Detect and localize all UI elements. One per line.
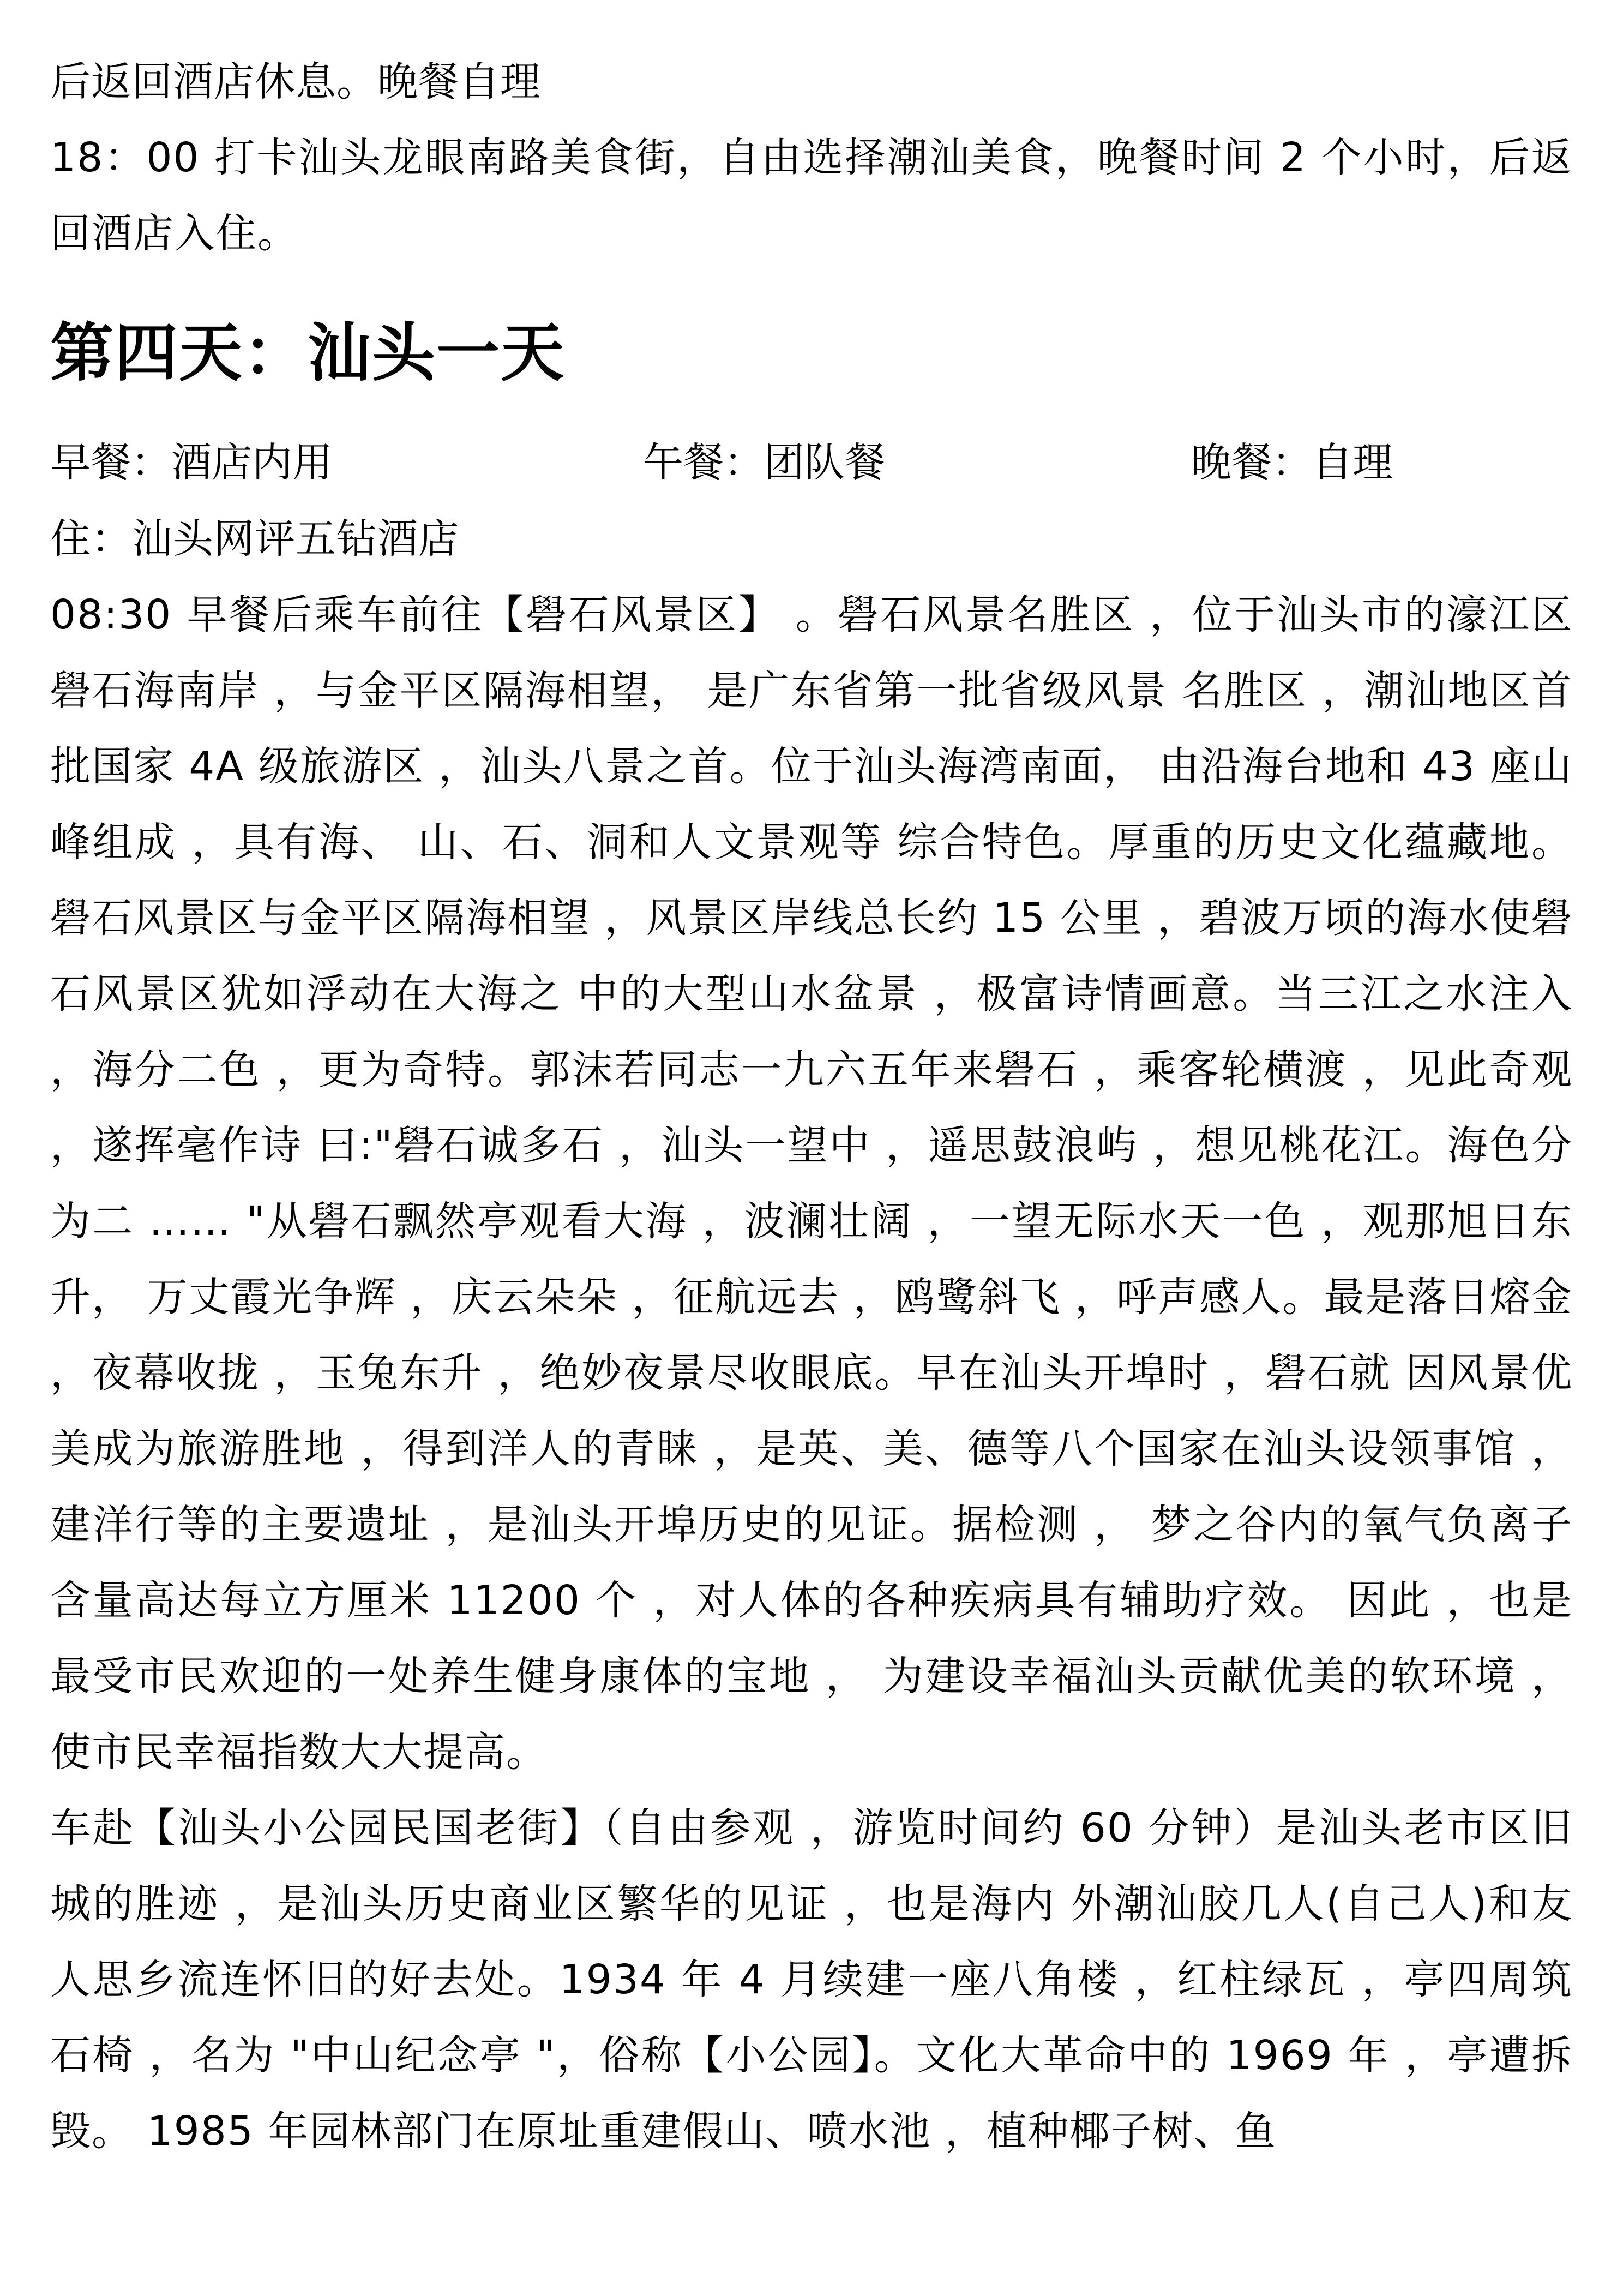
dinner-info: 晚餐：自理 <box>1191 439 1393 486</box>
stay-info: 住：汕头网评五钻酒店 <box>50 515 459 562</box>
breakfast-info: 早餐：酒店内用 <box>50 439 333 486</box>
paragraph-queshi: 08:30 早餐后乘车前往【礐石风景区】 。礐石风景名胜区 ，位于汕头市的濠江区礐石海南岸 ，与金平区隔海相望， 是广东省第一批省级风景 名胜区 ，潮汕地区首批国家 4A 级旅游区 ，汕头八景之首。位于汕头海湾南面， 由沿海台地和 43 座山峰组成 ，具有海、 山、石、洞和人文景观等 综合特色。厚重的历史文化蕴藏地。礐石风景区与金平区隔海相望 ，风景区岸线总长约 15 公里 ，碧波万顷的海水使礐石风景区犹如浮动在大海之 中的大型山水盆景 ，极富诗情画意。当三江之水注入 ，海分二色 ，更为奇特。郭沫若同志一九六五年来礐石 ，乘客轮横渡 ，见此奇观 ，遂挥毫作诗 曰:"礐石诚多石 ，汕头一望中 ，遥思鼓浪屿 ，想见桃花江。海色分为二 …… "从礐石飘然亭观看大海 ，波澜壮阔 ，一望无际水天一色 ，观那旭日东升， 万丈霞光争辉 ，庆云朵朵 ，征航远去 ，鸥鹭斜飞 ，呼声感人。最是落日熔金 ，夜幕收拢 ，玉兔东升 ，绝妙夜景尽收眼底。早在汕头开埠时 ，礐石就 因风景优美成为旅游胜地 ，得到洋人的青睐 ，是英、美、德等八个国家在汕头设领事馆 ，建洋行等的主要遗址 ，是汕头开埠历史的见证。据检测 ， 梦之谷内的氧气负离子含量高达每立方厘米 11200 个 ，对人体的各种疾病具有辅助疗效。 因此 ，也是最受市民欢迎的一处养生健身康体的宝地 ， 为建设幸福汕头贡献优美的软环境 ，使市民幸福指数大大提高。 <box>50 591 1573 1776</box>
text-line-1: 后返回酒店休息。晚餐自理 <box>50 58 541 105</box>
meals-row <box>50 424 1573 501</box>
text-line-2: 18：00 打卡汕头龙眼南路美食街，自由选择潮汕美食，晚餐时间 2 个小时，后返回酒店入住。 <box>50 134 1573 257</box>
paragraph-xiaogongyuan: 车赴【汕头小公园民国老街】（自由参观 ，游览时间约 60 分钟）是汕头老市区旧城的胜迹 ，是汕头历史商业区繁华的见证 ，也是海内 外潮汕胶几人(自己人)和友人思乡流连怀旧的好去处。1934 年 4 月续建一座八角楼 ，红柱绿瓦 ，亭四周筑石椅 ，名为 "中山纪念亭 "，俗称【小公园】。文化大革命中的 1969 年 ，亭遭拆毁。 1985 年园林部门在原址重建假山、喷水池 ，植种椰子树、鱼 <box>50 1805 1573 2155</box>
day4-heading: 第四天：汕头一天 <box>50 316 565 390</box>
lunch-info: 午餐：团队餐 <box>643 439 885 486</box>
